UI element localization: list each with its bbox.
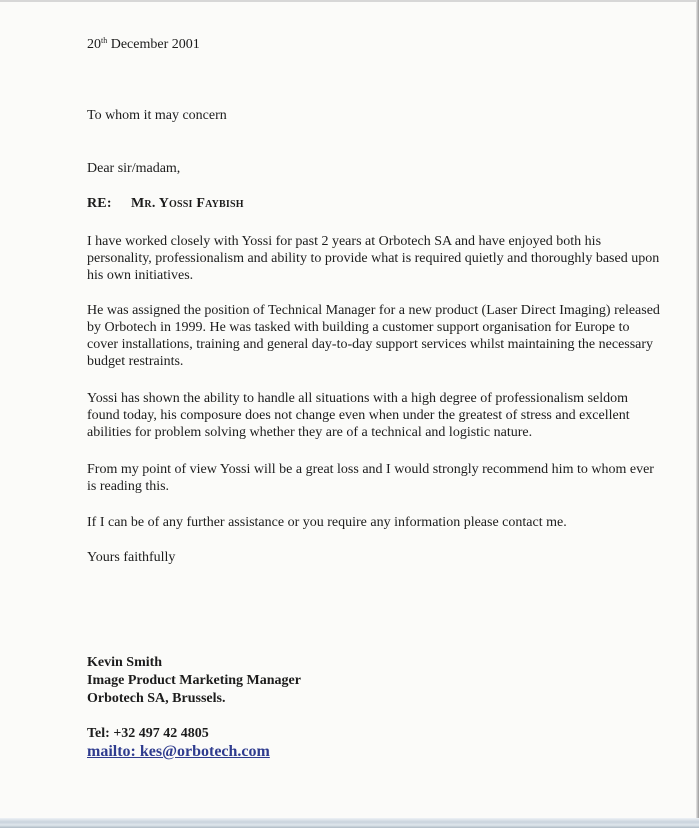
signer-company: Orbotech SA, Brussels.: [87, 691, 226, 706]
email-link[interactable]: mailto: kes@orbotech.com: [87, 743, 270, 760]
scan-edge-top: [0, 0, 699, 2]
closing: Yours faithfully: [87, 550, 176, 565]
subject-name: Mr. Yossi Faybish: [131, 196, 244, 211]
signer-name: Kevin Smith: [87, 655, 163, 670]
scan-edge-bottom: [0, 818, 699, 828]
body-paragraph-4: From my point of view Yossi will be a great loss and I would strongly recommend him to whom ever is reading this.: [87, 462, 654, 494]
salutation-general: To whom it may concern: [87, 108, 227, 123]
body-paragraph-5: If I can be of any further assistance or you require any information please contact me.: [87, 515, 567, 530]
date-month-year: December 2001: [107, 37, 200, 52]
date-day: 20: [87, 37, 101, 52]
letter-date: [87, 36, 200, 54]
signature-block: [87, 654, 301, 708]
subject-line: [87, 195, 244, 213]
salutation: Dear sir/madam,: [87, 161, 181, 176]
body-paragraph-2: He was assigned the position of Technical Manager for a new product (Laser Direct Imaging) released by Orbotech in 1999. He was tasked with building a customer support organisation for Europe to cover installations, training and general day-to-day support services whilst maintaining the necessary budget restraints.: [87, 303, 660, 369]
telephone: Tel: +32 497 42 4805: [87, 726, 209, 741]
body-paragraph-3: Yossi has shown the ability to handle all situations with a high degree of professionalism seldom found today, his composure does not change even when under the greatest of stress and excellent abilities for problem solving whether they are of a technical and logistic nature.: [87, 391, 630, 440]
date-suffix: th: [101, 36, 108, 45]
subject-label: RE:: [87, 196, 112, 211]
signer-title: Image Product Marketing Manager: [87, 673, 301, 688]
body-paragraph-1: I have worked closely with Yossi for past 2 years at Orbotech SA and have enjoyed both his personality, professionalism and ability to provide what is required quietly and thoroughly based upon his own initiatives.: [87, 234, 660, 283]
